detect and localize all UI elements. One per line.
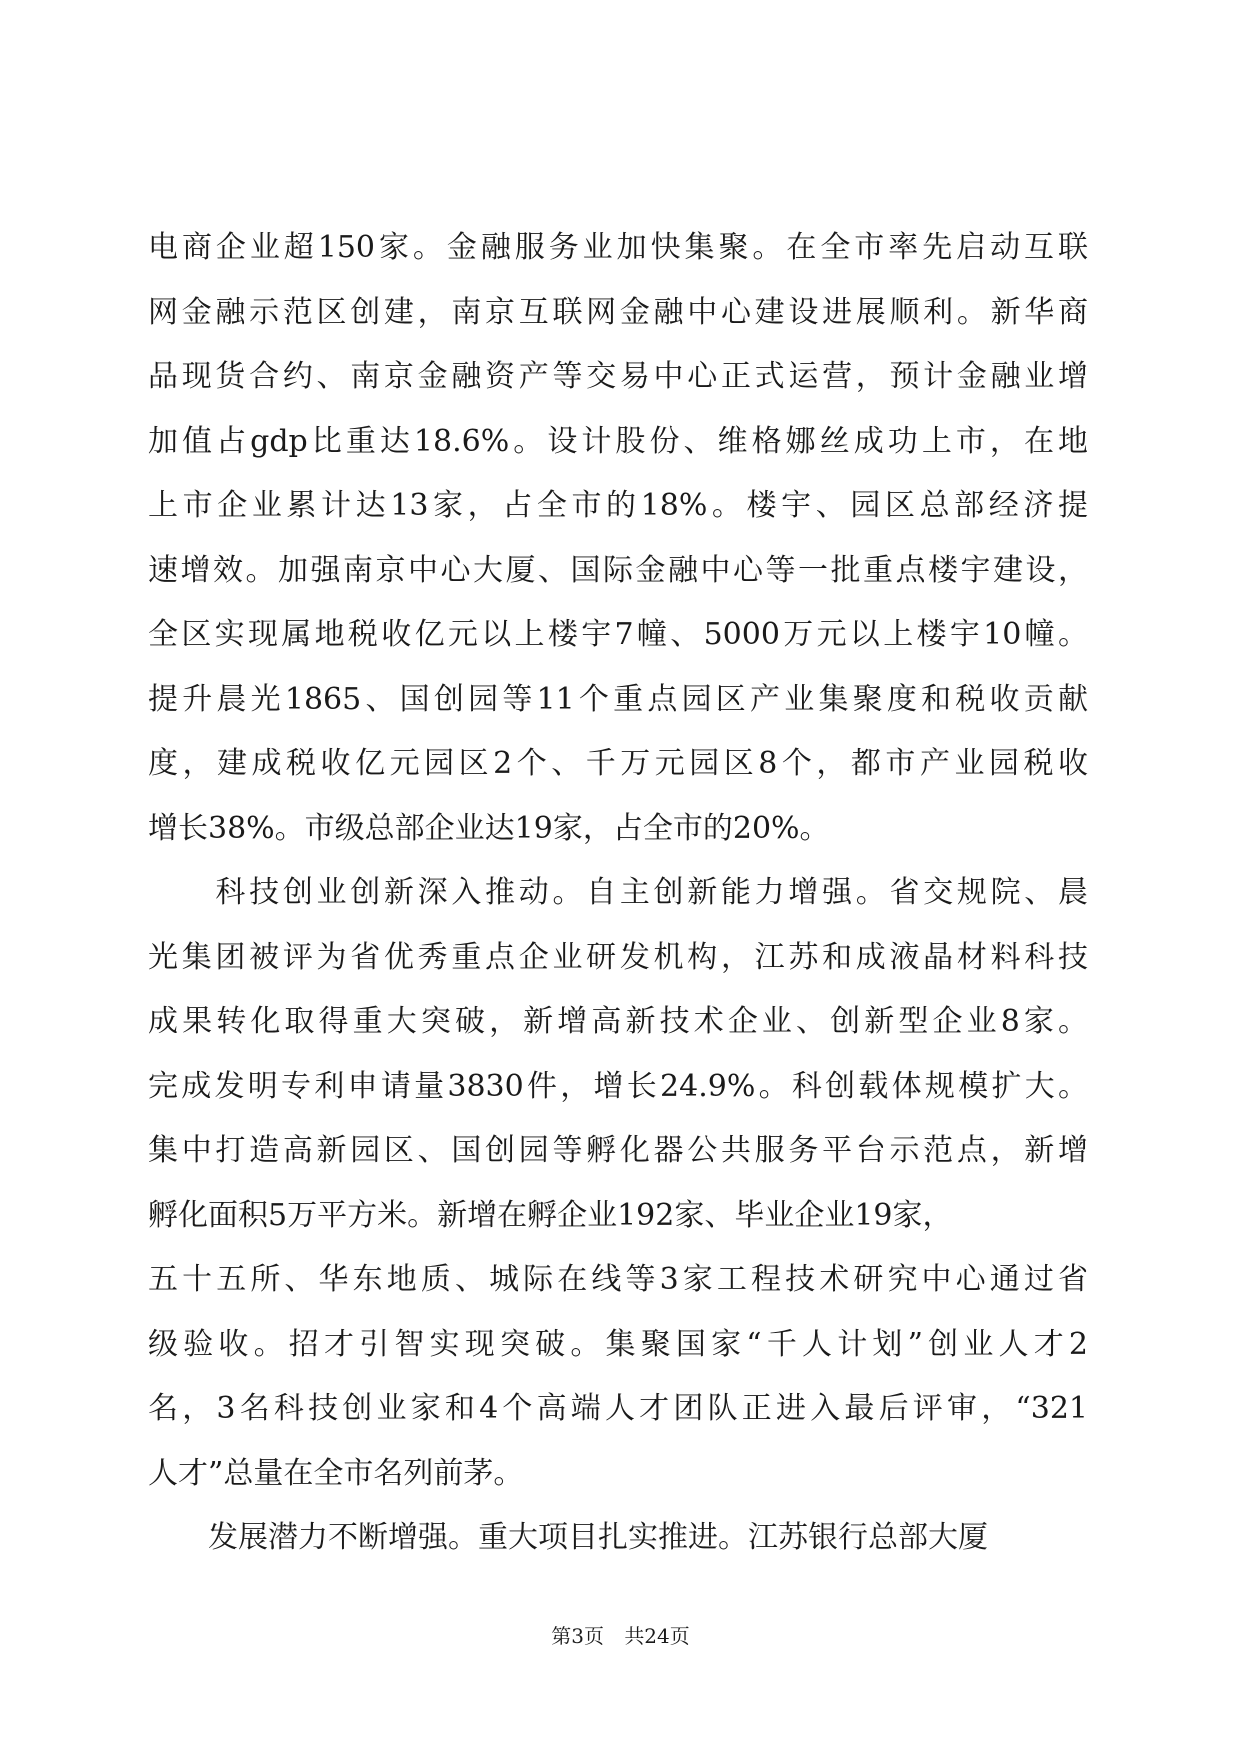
text-line: 度，建成税收亿元园区2个、千万元园区8个，都市产业园税收 — [148, 746, 1088, 781]
text-line: 级验收。招才引智实现突破。集聚国家“千人计划”创业人才2 — [148, 1326, 1088, 1362]
text-line: 电商企业超150家。金融服务业加快集聚。在全市率先启动互联 — [148, 230, 1088, 265]
text-line: 增长38%。市级总部企业达19家，占全市的20%。 — [148, 810, 830, 846]
text-line: 提升晨光1865、国创园等11个重点园区产业集聚度和税收贡献 — [148, 681, 1088, 717]
text-line: 孵化面积5万平方米。新增在孵企业192家、毕业企业19家， — [148, 1197, 953, 1233]
body-text — [148, 228, 1088, 1583]
text-line: 成果转化取得重大突破，新增高新技术企业、创新型企业8家。 — [148, 1004, 1088, 1039]
text-line: 完成发明专利申请量3830件，增长24.9%。科创载体规模扩大。 — [148, 1068, 1088, 1104]
text-line: 上市企业累计达13家，占全市的18%。楼宇、园区总部经济提 — [148, 488, 1088, 523]
page-total: 共24页 — [624, 1624, 690, 1648]
text-line: 网金融示范区创建，南京互联网金融中心建设进展顺利。新华商 — [148, 294, 1088, 330]
text-line: 全区实现属地税收亿元以上楼宇7幢、5000万元以上楼宇10幢。 — [148, 617, 1088, 652]
text-line: 科技创业创新深入推动。自主创新能力增强。省交规院、晨 — [148, 875, 1088, 910]
text-line: 集中打造高新园区、国创园等孵化器公共服务平台示范点，新增 — [148, 1133, 1088, 1168]
text-line: 名，3名科技创业家和4个高端人才团队正进入最后评审，“321 — [148, 1391, 1088, 1426]
text-line: 速增效。加强南京中心大厦、国际金融中心等一批重点楼宇建设， — [148, 552, 1088, 588]
page-number: 第3页 — [551, 1624, 604, 1648]
text-line: 加值占gdp比重达18.6%。设计股份、维格娜丝成功上市，在地 — [148, 423, 1088, 459]
page-footer — [0, 1622, 1241, 1650]
text-line: 光集团被评为省优秀重点企业研发机构，江苏和成液晶材料科技 — [148, 939, 1088, 975]
text-line: 五十五所、华东地质、城际在线等3家工程技术研究中心通过省 — [148, 1262, 1088, 1297]
text-line: 人才”总量在全市名列前茅。 — [148, 1455, 524, 1491]
text-line: 品现货合约、南京金融资产等交易中心正式运营，预计金融业增 — [148, 359, 1088, 394]
text-line: 发展潜力不断增强。重大项目扎实推进。江苏银行总部大厦 — [148, 1520, 988, 1555]
